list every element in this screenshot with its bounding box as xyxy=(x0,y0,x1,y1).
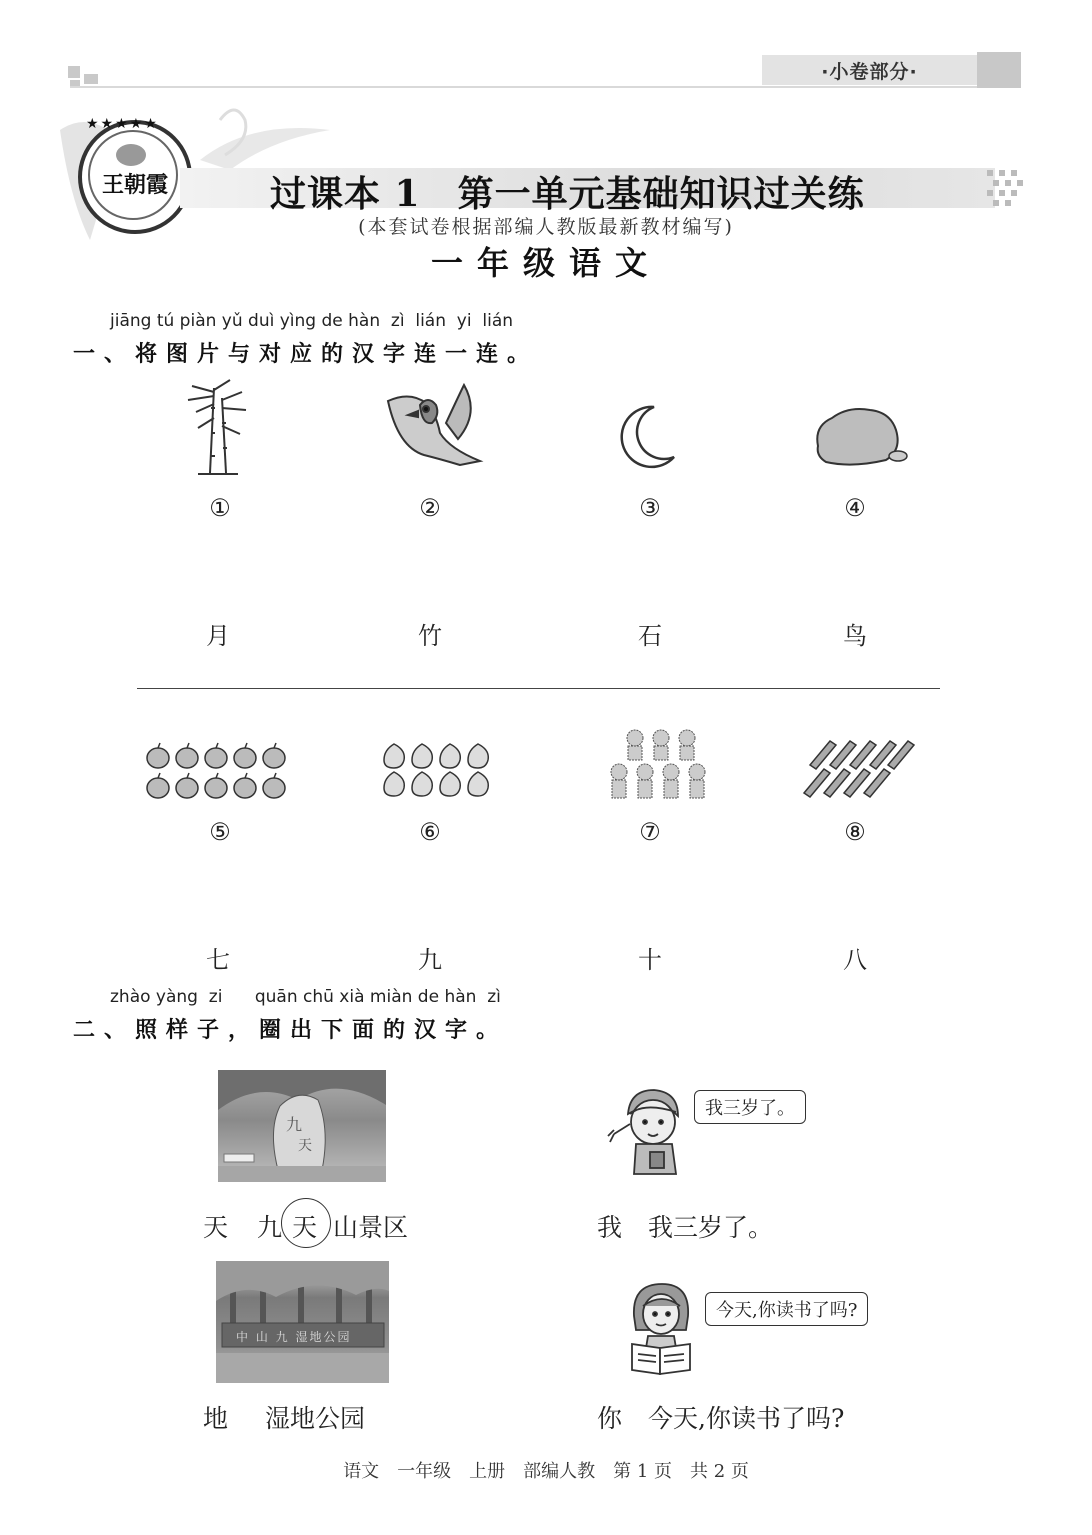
item-number: ⑦ xyxy=(639,818,661,846)
q2-char: 我 xyxy=(597,1213,623,1242)
scenic-rock-photo xyxy=(218,1070,386,1182)
match-char[interactable]: 石 xyxy=(638,622,662,650)
moon-icon xyxy=(618,405,678,469)
q1-title: 一、将图片与对应的汉字连一连。 xyxy=(73,342,539,367)
bamboo-icon xyxy=(178,378,252,476)
star-icon: ★★★★★ xyxy=(86,116,159,132)
match-char[interactable]: 十 xyxy=(638,946,662,974)
q2-char: 地 xyxy=(203,1404,229,1433)
q2-sentence[interactable]: 今天,你读书了吗? xyxy=(648,1404,845,1433)
section-badge: ·小卷部分· xyxy=(762,55,977,85)
bird-icon xyxy=(380,383,486,469)
q2-sentence[interactable]: 湿地公园 xyxy=(265,1404,366,1433)
match-char[interactable]: 七 xyxy=(206,946,230,974)
apples-10-icon xyxy=(145,742,290,802)
item-number: ⑤ xyxy=(209,818,231,846)
svg-text:天: 天 xyxy=(298,1138,312,1154)
q2-char: 你 xyxy=(597,1404,623,1433)
girl-reading-icon xyxy=(628,1280,696,1376)
corner-decoration xyxy=(68,66,80,78)
q2-text-before: 九 xyxy=(257,1213,283,1242)
match-char[interactable]: 八 xyxy=(843,946,867,974)
item-number: ⑧ xyxy=(844,818,866,846)
svg-text:中 山 九 湿地公园: 中 山 九 湿地公园 xyxy=(236,1330,352,1344)
portrait-icon xyxy=(116,144,146,166)
item-number: ① xyxy=(209,494,231,522)
girl-speaking-icon xyxy=(606,1084,694,1176)
match-char[interactable]: 鸟 xyxy=(843,622,867,650)
item-number: ③ xyxy=(639,494,661,522)
pencils-9-icon xyxy=(800,735,915,801)
svg-text:九: 九 xyxy=(286,1115,303,1134)
item-number: ④ xyxy=(844,494,866,522)
q2-sentence[interactable]: 我三岁了。 xyxy=(648,1213,774,1242)
stone-icon xyxy=(812,404,912,468)
match-char[interactable]: 竹 xyxy=(418,622,442,650)
corner-decoration xyxy=(84,74,98,84)
match-char[interactable]: 月 xyxy=(206,622,230,650)
children-7-icon xyxy=(605,728,715,802)
badge-tab xyxy=(977,52,1021,88)
item-number: ② xyxy=(419,494,441,522)
item-number: ⑥ xyxy=(419,818,441,846)
q2-title: 二、照样子，圈出下面的汉字。 xyxy=(73,1018,508,1043)
speech-bubble: 今天,你读书了吗? xyxy=(705,1292,868,1326)
match-char[interactable]: 九 xyxy=(418,946,442,974)
q2-text-after[interactable]: 山景区 xyxy=(333,1213,409,1242)
page-footer: 语文 一年级 上册 部编人教 第 1 页 共 2 页 xyxy=(343,1461,749,1482)
speech-bubble: 我三岁了。 xyxy=(694,1090,806,1124)
header-rule xyxy=(70,86,1020,88)
dots-decoration xyxy=(985,168,1025,208)
q2-circled-char[interactable]: 天 xyxy=(292,1213,318,1242)
q2-pinyin: zhào yàng zi quān chū xià miàn de hàn zì xyxy=(110,987,501,1007)
page-title: 过课本 1 第一单元基础知识过关练 xyxy=(270,173,865,215)
q2-char: 天 xyxy=(203,1213,229,1242)
grade-title: 一年级语文 xyxy=(430,244,661,282)
peaches-8-icon xyxy=(380,740,492,800)
q1-pinyin: jiāng tú piàn yǔ duì yìng de hàn zì lián yi lián xyxy=(110,311,514,331)
divider xyxy=(137,688,940,689)
wetland-park-photo xyxy=(216,1261,389,1383)
page-subtitle: (本套试卷根据部编人教版最新教材编写) xyxy=(358,216,734,238)
logo-name: 王朝霞 xyxy=(101,172,168,198)
